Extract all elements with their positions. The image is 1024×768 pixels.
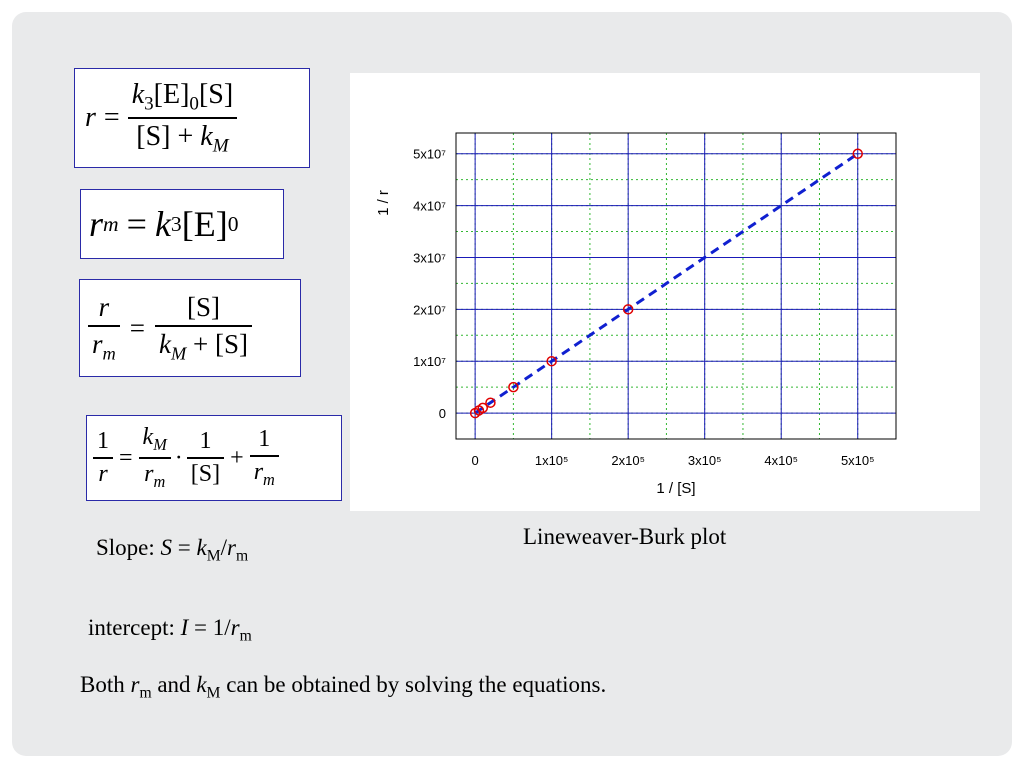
equation-lineweaver-burk: $\frac{1}{r}$ = $\frac{k_M}{r_m}$ · $\frac{1}{[S]}$ + $\frac{1}{r_m}$ — [86, 415, 342, 501]
y-tick-label: 4x10⁷ — [413, 198, 446, 214]
y-tick-label: 1x10⁷ — [413, 354, 446, 370]
x-tick-label: 1x10⁵ — [534, 453, 569, 468]
lineweaver-burk-chart — [350, 73, 980, 511]
x-tick-label: 5x10⁵ — [840, 453, 875, 468]
x-tick-label: 0 — [471, 453, 479, 468]
y-tick-label: 3x10⁷ — [413, 250, 446, 266]
x-tick-label: 3x10⁵ — [687, 453, 722, 468]
x-tick-label: 2x10⁵ — [611, 453, 645, 468]
y-tick-label: 0 — [438, 406, 446, 422]
eq1-equals: = — [103, 102, 120, 133]
x-tick-label: 4x10⁵ — [764, 453, 799, 468]
y-tick-label: 5x10⁷ — [413, 146, 446, 162]
conclusion-caption: Both $r_m$ and $k_M$ can be obtained by solving the equations. — [80, 672, 607, 702]
intercept-caption: intercept: $I = 1/r_m$ — [88, 615, 252, 645]
eq1-fraction: $\frac{k_3[E]_0[S]}{[S] + k_M}$ — [128, 79, 237, 158]
slope-caption: Slope: $S = k_M/r_m$ — [96, 535, 249, 565]
plot-panel — [350, 73, 980, 511]
y-axis-label: 1 / r — [375, 190, 392, 216]
plot-frame — [456, 133, 896, 439]
x-axis-label: 1 / [S] — [656, 480, 696, 497]
equation-michaelis-menten — [74, 68, 310, 168]
eq1-lhs: r — [85, 102, 96, 133]
equation-rate-ratio: $\frac{r}{r_m}$ = $\frac{[S]}{k_M + [S]}$ — [79, 279, 301, 377]
equation-max-rate: r m = k 3 [E] 0 — [80, 189, 284, 259]
y-tick-label: 2x10⁷ — [413, 302, 446, 318]
plot-caption: Lineweaver-Burk plot — [523, 524, 727, 549]
